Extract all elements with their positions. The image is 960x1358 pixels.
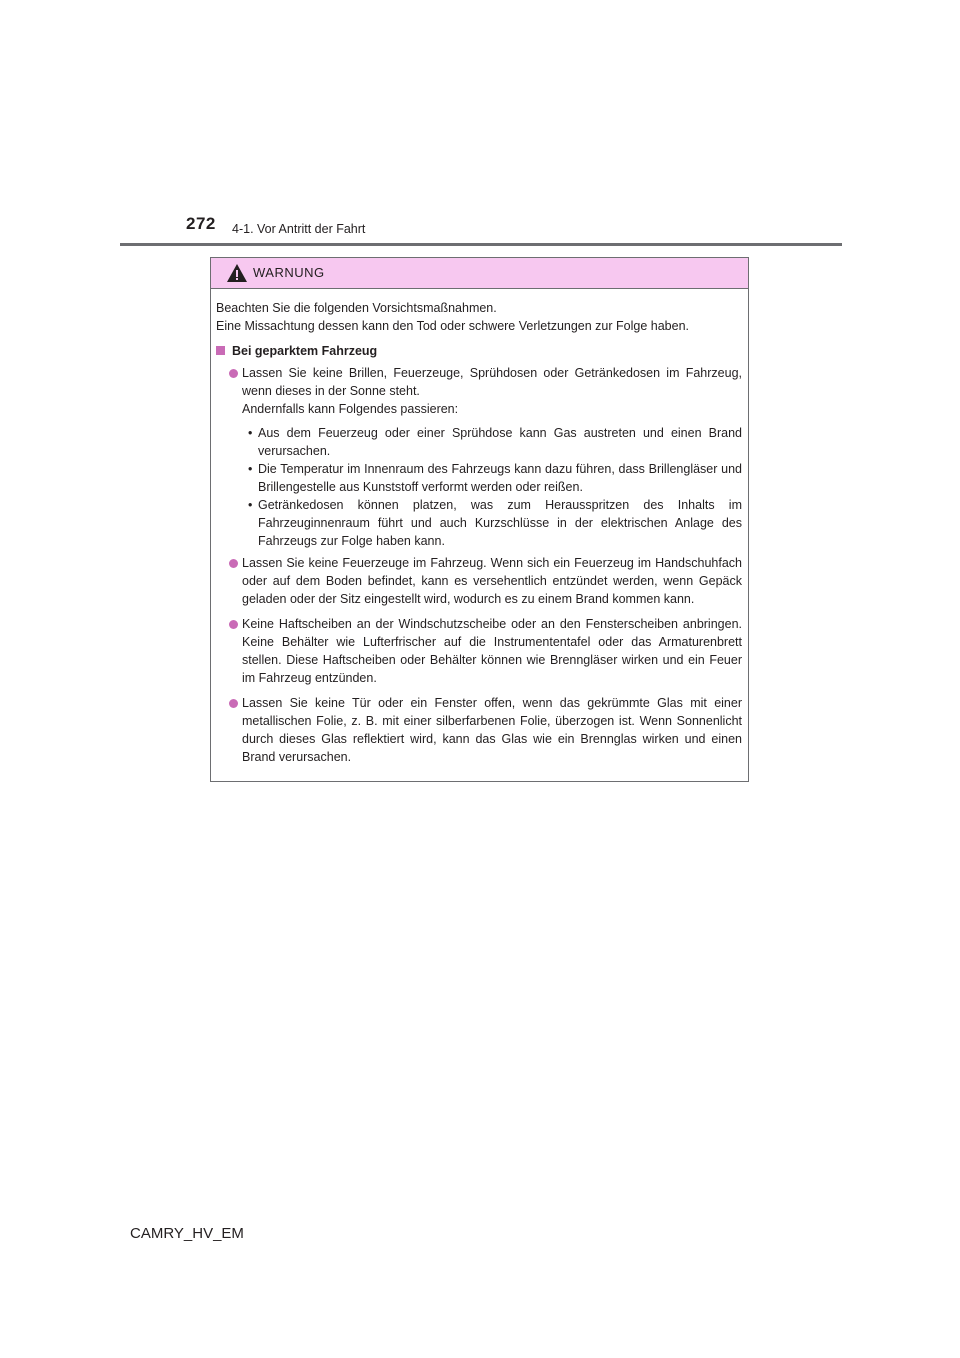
intro-line-2: Eine Missachtung dessen kann den Tod oder schwere Verletzungen zur Folge haben.: [216, 319, 689, 333]
warning-header: [211, 258, 748, 289]
warning-box: [210, 257, 749, 782]
subheading: [216, 342, 742, 360]
circle-bullet-icon: [229, 369, 238, 378]
circle-bullet-icon: [229, 620, 238, 629]
list-item: [216, 615, 742, 687]
document-code: CAMRY_HV_EM: [130, 1225, 244, 1242]
circle-bullet-icon: [229, 559, 238, 568]
circle-bullet-icon: [229, 699, 238, 708]
page-number: 272: [186, 214, 216, 233]
warning-title: WARNUNG: [253, 265, 325, 280]
list-item: [216, 554, 742, 608]
dot-mark: •: [248, 462, 253, 476]
dot-mark: •: [248, 498, 253, 512]
square-bullet-icon: [216, 346, 225, 355]
sublist: [216, 424, 742, 550]
intro-line-1: Beachten Sie die folgenden Vorsichtsmaßnahmen.: [216, 301, 497, 315]
sublist-item: • Die Temperatur im Innenraum des Fahrzeugs kann dazu führen, dass Brillengläser und Brillengestelle aus Kunststoff verformt werden oder reißen.: [248, 462, 742, 494]
bullet-text: Keine Haftscheiben an der Windschutzscheibe oder an den Fensterscheiben anbringen. Keine Behälter wie Lufterfrischer auf die Instrumententafel oder das Armaturenbrett stellen. Diese Haftscheiben oder Behälter können wie Brenngläser wirken und ein Feuer im Fahrzeug entzünden.: [242, 617, 742, 685]
dot-mark: •: [248, 426, 253, 440]
sublist-item: • Getränkedosen können platzen, was zum Herausspritzen des Inhalts im Fahrzeuginnenraum führt und auch Kurzschlüsse in der elektrischen Anlage des Fahrzeugs zur Folge haben kann.: [248, 498, 742, 548]
list-item: [216, 364, 742, 418]
subheading-text: Bei geparktem Fahrzeug: [232, 344, 378, 358]
list-item: [216, 694, 742, 766]
bullet-text: Lassen Sie keine Feuerzeuge im Fahrzeug. Wenn sich ein Feuerzeug im Handschuhfach oder auf dem Boden befindet, kann es versehentlich entzündet werden, wenn Gepäck geladen oder der Sitz eingestellt wird, wodurch es zu einem Brand kommen kann.: [242, 556, 742, 606]
sublist-item: • Aus dem Feuerzeug oder einer Sprühdose kann Gas austreten und einen Brand verursachen.: [248, 426, 742, 458]
bullet-text: Lassen Sie keine Brillen, Feuerzeuge, Sprühdosen oder Getränkedosen im Fahrzeug, wenn dieses in der Sonne steht.: [242, 366, 742, 398]
bullet-text: Lassen Sie keine Tür oder ein Fenster offen, wenn das gekrümmte Glas mit einer metallischen Folie, z. B. mit einer silberfarbenen Folie, überzogen ist. Wenn Sonnenlicht durch dieses Glas reflektiert wird, kann das Glas wie ein Brennglas wirken und einen Brand verursachen.: [242, 696, 742, 764]
warning-body: [211, 289, 748, 766]
bullet-followup: Andernfalls kann Folgendes passieren:: [242, 402, 459, 416]
header-rule: [120, 243, 842, 246]
warning-triangle-icon: [226, 263, 248, 283]
section-title: 4-1. Vor Antritt der Fahrt: [232, 222, 366, 236]
